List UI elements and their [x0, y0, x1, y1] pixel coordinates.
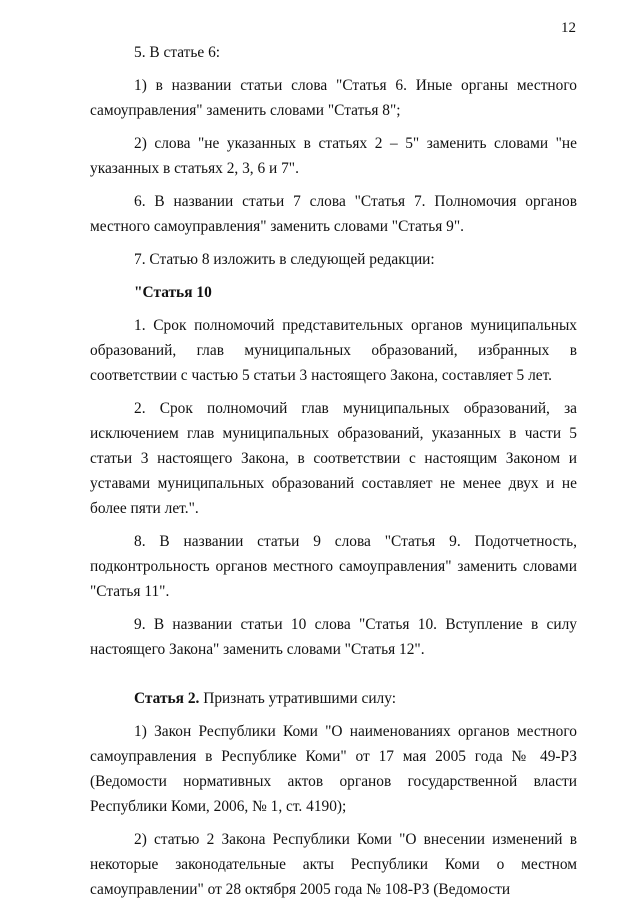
paragraph: 1) в названии статьи слова "Статья 6. Иные органы местного самоуправления" заменить словами "Статья 8"; [90, 77, 577, 119]
paragraph: 1. Срок полномочий представительных органов муниципальных образований, глав муниципальных образований, избранных в соответствии с частью 5 статьи 3 настоящего Закона, составляет 5 лет. [90, 317, 577, 384]
paragraph: 8. В названии статьи 9 слова "Статья 9. Подотчетность, подконтрольность органов местного самоуправления" заменить словами "Статья 11". [90, 533, 577, 600]
paragraph: 2) статью 2 Закона Республики Коми "О внесении изменений в некоторые законодательные акты Республики Коми о местном самоуправлении" от 28 октября 2005 года № 108-РЗ (Ведомости [90, 831, 577, 898]
paragraph: 7. Статью 8 изложить в следующей редакции: [134, 251, 435, 268]
article-2-paragraph [90, 686, 577, 711]
article-heading: "Статья 10 [134, 284, 212, 301]
article-2-text: Признать утратившими силу: [199, 690, 397, 707]
paragraph: 5. В статье 6: [134, 44, 221, 61]
article-2-heading: Статья 2. [134, 690, 200, 707]
paragraph: 1) Закон Республики Коми "О наименованиях органов местного самоуправления в Республике Коми" от 17 мая 2005 года № 49-РЗ (Ведомости нормативных актов органов государственной власти Республики Коми, 2006, № 1, ст. 4190); [90, 723, 577, 815]
paragraph: 6. В названии статьи 7 слова "Статья 7. Полномочия органов местного самоуправления" заменить словами "Статья 9". [90, 193, 577, 235]
paragraph: 2) слова "не указанных в статьях 2 – 5" заменить словами "не указанных в статьях 2, 3, 6 и 7". [90, 135, 577, 177]
paragraph: 9. В названии статьи 10 слова "Статья 10. Вступление в силу настоящего Закона" заменить словами "Статья 12". [90, 616, 577, 658]
document-body [90, 40, 577, 902]
page-number: 12 [561, 20, 576, 36]
paragraph: 2. Срок полномочий глав муниципальных образований, за исключением глав муниципальных образований, указанных в части 5 статьи 3 настоящего Закона, в соответствии с настоящим Законом и уставами муниципальных образований составляет не менее двух и не более пяти лет.". [90, 400, 577, 517]
